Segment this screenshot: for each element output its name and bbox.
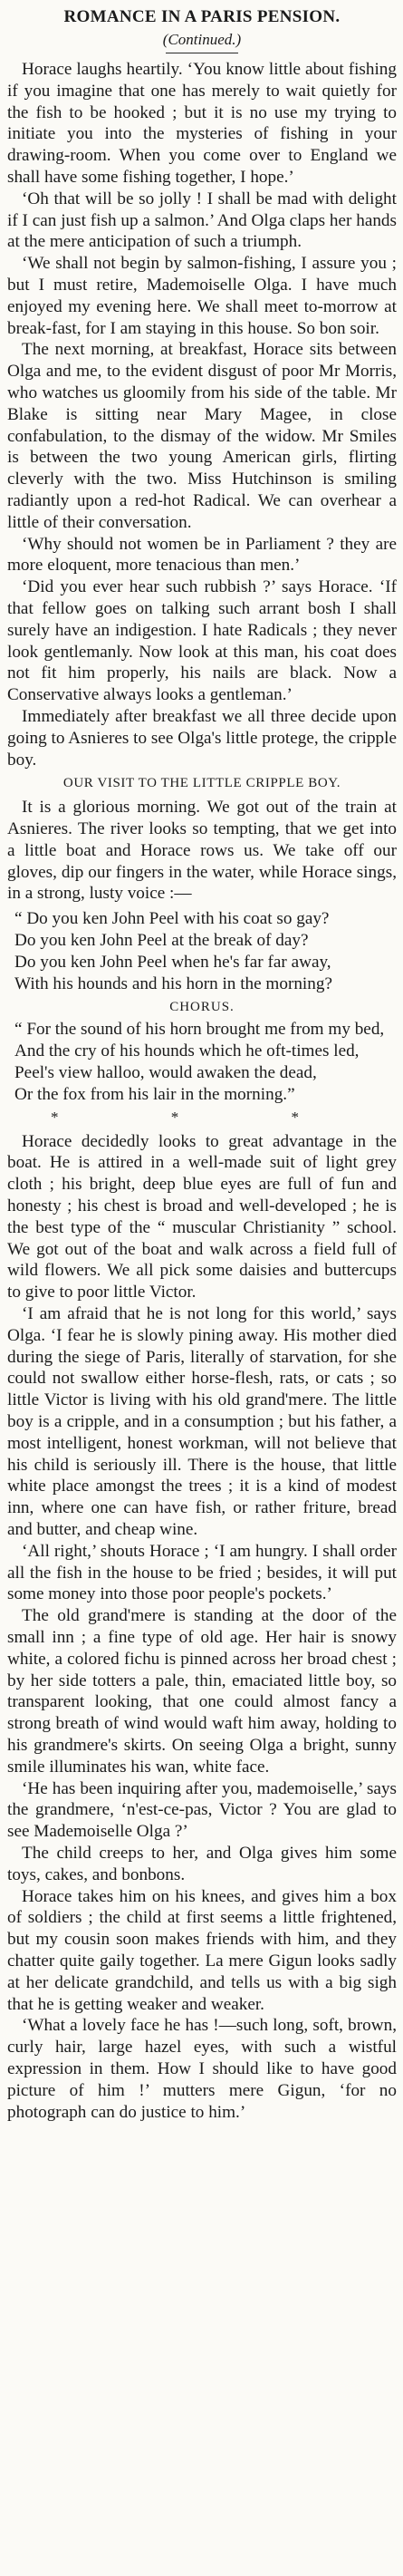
continued-label: (Continued.) bbox=[162, 31, 242, 48]
page-title: ROMANCE IN A PARIS PENSION. bbox=[63, 7, 341, 26]
paragraph: ‘All right,’ shouts Horace ; ‘I am hungry. I shall order all the fish in the house to be fried ; besides, it will put some money into those poor people's pockets.’ bbox=[7, 1541, 397, 1604]
song-line: Peel's view halloo, would awaken the dead, bbox=[14, 1063, 317, 1083]
paragraph: ‘Did you ever hear such rubbish ?’ says Horace. ‘If that fellow goes on talking such arrant bosh I shall surely have an indigestion. I hate Radicals ; they never look gentlemanly. Now look at this man, his coat does not fit him properly, his nails are black. Now a Conservative always looks a gentleman.’ bbox=[7, 577, 397, 705]
paragraph: Immediately after breakfast we all three decide upon going to Asnieres to see Olga's little protege, the cripple boy. bbox=[7, 706, 397, 770]
song-line: Or the fox from his lair in the morning.” bbox=[14, 1084, 295, 1104]
paragraph: Horace takes him on his knees, and gives him a box of soldiers ; the child at first seems a little frightened, but my cousin soon makes friends with him, and they chatter quite gaily together. La mere Gigun looks sadly at her delicate grandchild, and tells us with a big sigh that he is getting weaker and weaker. bbox=[7, 1886, 397, 2014]
body-section-2 bbox=[7, 797, 397, 905]
song-line: Do you ken John Peel when he's far far away, bbox=[14, 952, 331, 972]
section-heading: OUR VISIT TO THE LITTLE CRIPPLE BOY. bbox=[62, 776, 341, 791]
paragraph: ‘What a lovely face he has !—such long, soft, brown, curly hair, large hazel eyes, with such a wistful expression in them. How I should like to have good picture of him !’ mutters mere Gigun, ‘for no photograph can do justice to him.’ bbox=[7, 2016, 397, 2122]
song-line: Do you ken John Peel at the break of day? bbox=[14, 931, 309, 951]
paragraph: ‘I am afraid that he is not long for this world,’ says Olga. ‘I fear he is slowly pining away. His mother died during the siege of Paris, literally of starvation, for she could not swallow either horse-flesh, rats, or cats ; so little Victor is living with his old grand'mere. The little boy is a cripple, and in a consumption ; but his father, a most intelligent, honest workman, will not believe that his child is seriously ill. There is the house, that little white place amongst the trees ; it is a kind of modest inn, where one can have fish, or rather friture, bread and butter, and cheap wine. bbox=[7, 1304, 397, 1539]
paragraph: ‘Oh that will be so jolly ! I shall be mad with delight if I can just fish up a salmon.’ And Olga claps her hands at the mere anticipation of such a triumph. bbox=[7, 189, 397, 252]
paragraph: ‘He has been inquiring after you, mademoiselle,’ says the grandmere, ‘n'est-ce-pas, Victor ? You are glad to see Mademoiselle Olga ?’ bbox=[7, 1778, 397, 1842]
paragraph: Horace laughs heartily. ‘You know little about fishing if you imagine that one has merely to wait quietly for the fish to be hooked ; but it is no use my trying to initiate you into the mysteries of fishing in your drawing-room. When you come over to England we shall have some fishing together, I hope.’ bbox=[7, 60, 397, 187]
song-line: “ For the sound of his horn brought me from my bed, bbox=[14, 1020, 385, 1040]
chorus-label: CHORUS. bbox=[169, 1000, 235, 1015]
paragraph: The old grand'mere is standing at the door of the small inn ; a fine type of old age. Her hair is snowy white, a colored fichu is pinned across her broad chest ; by her side totters a pale, thin, emaciated little boy, so transparent looking, that one could almost fancy a strong breath of wind would waft him away, holding to his grandmere's skirts. On seeing Olga a bright, sunny smile illuminates his wan, white face. bbox=[7, 1606, 397, 1777]
song-verse bbox=[7, 908, 397, 994]
paragraph: ‘Why should not women be in Parliament ? they are more eloquent, more tenacious than men.’ bbox=[7, 534, 397, 576]
section-break-stars: * * * bbox=[51, 1108, 353, 1126]
paragraph: ‘We shall not begin by salmon-fishing, I assure you ; but I must retire, Mademoiselle Olga. I have much enjoyed my evening here. We shall meet to-morrow at break-fast, for I am staying in this house. So bon soir. bbox=[7, 254, 397, 338]
song-line: With his hounds and his horn in the morning? bbox=[14, 973, 332, 993]
paragraph: It is a glorious morning. We got out of the train at Asnieres. The river looks so tempting, that we get into a little boat and Horace rows us. We take off our gloves, dip our fingers in the water, while Horace sings, in a strong, lusty voice :— bbox=[7, 798, 397, 904]
song-chorus bbox=[7, 1019, 397, 1105]
song-line: “ Do you ken John Peel with his coat so gay? bbox=[14, 909, 330, 929]
body-section-1 bbox=[7, 59, 397, 770]
body-section-3 bbox=[7, 1131, 397, 2124]
paragraph: Horace decidedly looks to great advantage in the boat. He is attired in a well-made suit of light grey cloth ; his bright, deep blue eyes are full of fun and honesty ; his chest is broad and well-developed ; he is the best type of the “ muscular Christianity ” school. We got out of the boat and walk across a field full of wild flowers. We all pick some daisies and buttercups to give to poor little Victor. bbox=[7, 1131, 397, 1303]
paragraph: The next morning, at breakfast, Horace sits between Olga and me, to the evident disgust of poor Mr Morris, who watches us gloomily from his side of the table. Mr Blake is sitting near Mary Magee, in close confabulation, to the dismay of the widow. Mr Smiles is between the two young American girls, flirting cleverly with the two. Miss Hutchinson is smiling radiantly upon a red-hot Radical. We can overhear a little of their conversation. bbox=[7, 340, 397, 532]
paragraph: The child creeps to her, and Olga gives him some toys, cakes, and bonbons. bbox=[7, 1843, 397, 1884]
song-line: And the cry of his hounds which he oft-times led, bbox=[14, 1041, 360, 1061]
